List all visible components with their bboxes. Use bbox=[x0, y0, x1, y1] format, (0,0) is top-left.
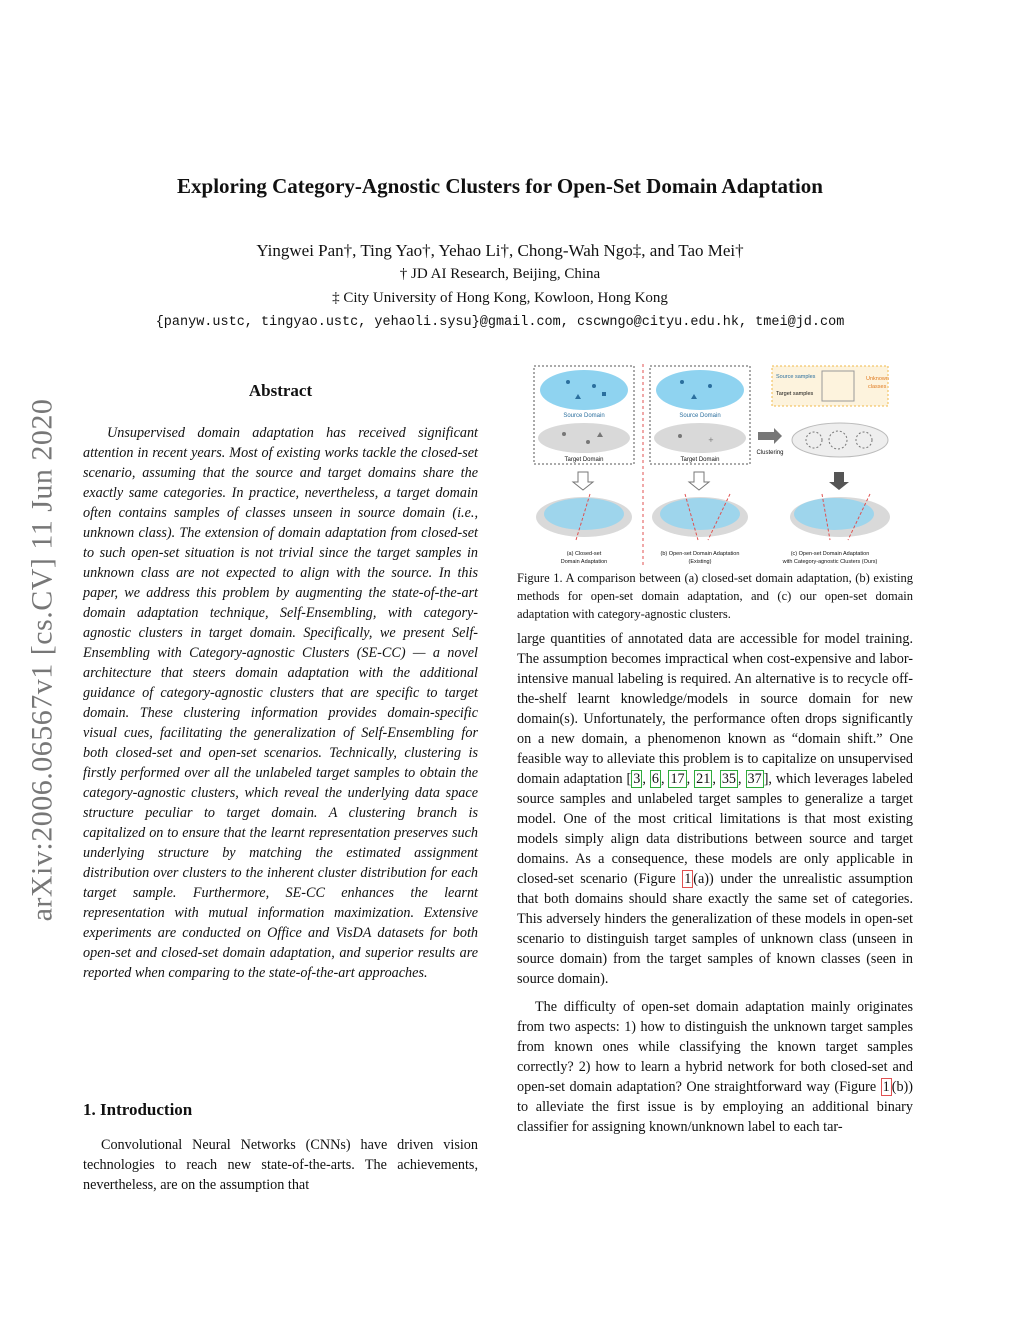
right-paragraph-2 bbox=[517, 997, 913, 1137]
figure-reference-link[interactable]: 1 bbox=[882, 1079, 890, 1095]
down-arrow-b bbox=[689, 472, 709, 490]
down-arrow-c bbox=[829, 472, 849, 490]
citation-link[interactable]: 35 bbox=[721, 771, 737, 787]
right-p1-text-b: ], which leverages labeled source samples and unlabeled target samples to generalize a target model. One of the most critical limitations is that most existing models simply align data distributions between source and target domains. As a consequence, these models are only applicable in closed-set scenario (Figure bbox=[517, 771, 914, 887]
right-paragraph-1: large quantities of annotated data are accessible for model training. The assumption becomes impractical when cost-expensive and labor-intensive manual labeling is required. An alternative is to recycle off-the-shelf learnt knowledge/models in source domain for new domain(s). Unfortunately, the performance often drops significantly on a new domain, a phenomenon known as “domain shift.” One feasible way to alleviate this problem is to capitalize on unsupervised domain adaptation [ 3 , 6 , 17 , 21 , 35 , 37 ], which leverages labeled source samples and unlabeled target samples to generalize a target model. One of the most critical limitations is that most existing models simply align data distributions between source and target domains. As a consequence, these models are only applicable in closed-set scenario (Figure 1 (a)) under the unrealistic assumption that both domains should share exactly the same set of categories. This adversely hinders the generalization of these models in open-set scenario to distinguish target samples of unknown class (unseen in source domain) from the target samples of known classes (seen in source domain). bbox=[517, 631, 914, 987]
abstract-paragraph: Unsupervised domain adaptation has received significant attention in recent years. Most of existing works tackle the closed-set scenario, assuming that the source and target domains share the exactly same categories. In practice, nevertheless, a target domain often contains samples of classes unseen in source domain (i.e., unknown class). The extension of domain adaptation from closed-set to such open-set situation is not trivial since the target samples in unknown class are not expected to align with the source. In this paper, we address this problem by augmenting the state-of-the-art domain adaptation technique, Self-Ensembling, with category-agnostic clusters in target domain. Specifically, we present Self-Ensembling with Category-agnostic Clusters (SE-CC) — a novel architecture that steers domain adaptation with the additional guidance of category-agnostic clusters that are specific to target domain. These clustering information provides domain-specific visual cues, facilitating the generalization of Self-Ensembling for both closed-set and open-set scenarios. Technically, clustering is firstly performed over all the unlabeled target samples to obtain the category-agnostic clusters, which reveal the underlying data space structure peculiar to target domain. A clustering branch is capitalized on to ensure that the learnt representation preserves such underlying structure by matching the estimated assignment distribution over clusters to the inherent cluster distribution for each target sample. Furthermore, SE-CC enhances the learnt representation with mutual information maximization. Extensive experiments are conducted on Office and VisDA datasets for both open-set and closed-set domain adaptation, and superior results are reported when comparing to the state-of-the-art approaches. bbox=[83, 425, 478, 981]
legend-target-samples: Target samples bbox=[776, 391, 814, 397]
citation-link[interactable]: 17 bbox=[670, 771, 685, 787]
panel-a-target-ellipse bbox=[538, 423, 630, 453]
panel-c-label-1: (c) Open-set Domain Adaptation bbox=[790, 551, 870, 557]
arxiv-id: arXiv:2006.06567v1 [cs.CV] 11 Jun 2020 bbox=[25, 398, 59, 922]
result-c-source bbox=[794, 498, 874, 530]
down-arrow-a bbox=[573, 472, 593, 490]
label-source-domain-b: Source Domain bbox=[679, 413, 721, 419]
legend-source-samples: Source samples bbox=[776, 374, 816, 380]
sample-dot bbox=[562, 432, 566, 436]
panel-b-label-2: (Existing) bbox=[688, 559, 712, 565]
legend-unknown-1: Unknown bbox=[866, 376, 889, 382]
author-list: Yingwei Pan†, Ting Yao†, Yehao Li†, Chong-Wah Ngo‡, and Tao Mei† bbox=[256, 241, 744, 260]
panel-b-source-ellipse bbox=[656, 370, 744, 410]
introduction-heading: 1. Introduction bbox=[83, 1100, 193, 1119]
panel-a-source-ellipse bbox=[540, 370, 628, 410]
figure-1-caption: Figure 1. A comparison between (a) closed-set domain adaptation, (b) existing methods for open-set domain adaptation, and (c) our open-set domain adaptation with category-agnostic clusters. bbox=[517, 571, 913, 621]
citation-link[interactable]: 6 bbox=[651, 771, 659, 787]
figure-1-diagram bbox=[530, 362, 908, 568]
panel-c-label-2: with Category-agnostic Clusters (Ours) bbox=[782, 559, 878, 565]
arxiv-stamp bbox=[20, 360, 64, 960]
right-p2-text-b: (b)) to alleviate the first issue is by employing an additional binary classifier for assigning known/unknown label to each tar- bbox=[517, 1079, 913, 1135]
sample-dot bbox=[708, 384, 712, 388]
panel-a-label-1: (a) Closed-set bbox=[566, 551, 602, 557]
right-p1-text-c: (a)) under the unrealistic assumption that both domains should share exactly the same set of categories. This adversely hinders the generalization of these models in open-set scenario to distinguish target samples of unknown class (unseen in source domain) from the target samples of known classes (seen in source domain). bbox=[517, 871, 913, 987]
introduction-text bbox=[83, 1135, 478, 1195]
panel-b-label-1: (b) Open-set Domain Adaptation bbox=[660, 551, 740, 557]
panel-b-target-ellipse bbox=[654, 423, 746, 453]
author-emails: {panyw.ustc, tingyao.ustc, yehaoli.sysu}@gmail.com, cscwngo@cityu.edu.hk, tmei@jd.com bbox=[155, 315, 845, 330]
sample-dot bbox=[680, 380, 684, 384]
sample-dot bbox=[586, 440, 590, 444]
introduction-paragraph: Convolutional Neural Networks (CNNs) have driven vision technologies to reach new state-of-the-arts. The achievements, nevertheless, are on the assumption that bbox=[83, 1137, 478, 1193]
legend-unknown-2: classes bbox=[868, 384, 887, 390]
affiliation-jd: † JD AI Research, Beijing, China bbox=[399, 266, 601, 282]
label-clustering: Clustering bbox=[756, 450, 784, 456]
figure-reference-link[interactable]: 1 bbox=[684, 871, 692, 887]
panel-a-label-2: Domain Adaptation bbox=[560, 559, 608, 565]
citation-link[interactable]: 3 bbox=[633, 771, 641, 787]
citation-link[interactable]: 21 bbox=[696, 771, 711, 787]
right-p2-text-a: The difficulty of open-set domain adaptation mainly originates from two aspects: 1) how to distinguish the unknown target samples from known ones while classifying the known target samples correctly? 2) how to learn a hybrid network for both closed-set and open-set domain adaptation? One straightforward way (Figure bbox=[517, 999, 913, 1095]
sample-square bbox=[602, 392, 606, 396]
result-b-source bbox=[660, 498, 740, 530]
label-target-domain-a: Target Domain bbox=[564, 457, 604, 463]
right-p1-text-a: large quantities of annotated data are accessible for model training. The assumption becomes impractical when cost-expensive and labor-intensive manual labeling is required. An alternative is to recycle off-the-shelf learnt knowledge/models in source domain for new domain(s). Unfortunately, the performance often drops significantly on a new domain, a phenomenon known as “domain shift.” One feasible way to alleviate this problem is to capitalize on unsupervised domain adaptation [ bbox=[517, 631, 913, 787]
unknown-marker: + bbox=[708, 436, 714, 444]
paper-title: Exploring Category-Agnostic Clusters for Open-Set Domain Adaptation bbox=[177, 174, 823, 198]
label-target-domain-b: Target Domain bbox=[680, 457, 720, 463]
right-column-text bbox=[517, 629, 913, 1137]
affiliation-cityu: ‡ City University of Hong Kong, Kowloon, Hong Kong bbox=[332, 290, 668, 306]
sample-dot bbox=[566, 380, 570, 384]
citation-link[interactable]: 37 bbox=[747, 771, 762, 787]
sample-dot bbox=[678, 434, 682, 438]
sample-dot bbox=[592, 384, 596, 388]
clustering-arrow bbox=[758, 428, 782, 444]
abstract-heading: Abstract bbox=[248, 381, 313, 400]
abstract-text bbox=[83, 423, 478, 983]
label-source-domain-a: Source Domain bbox=[563, 413, 605, 419]
figure-1 bbox=[530, 362, 908, 568]
